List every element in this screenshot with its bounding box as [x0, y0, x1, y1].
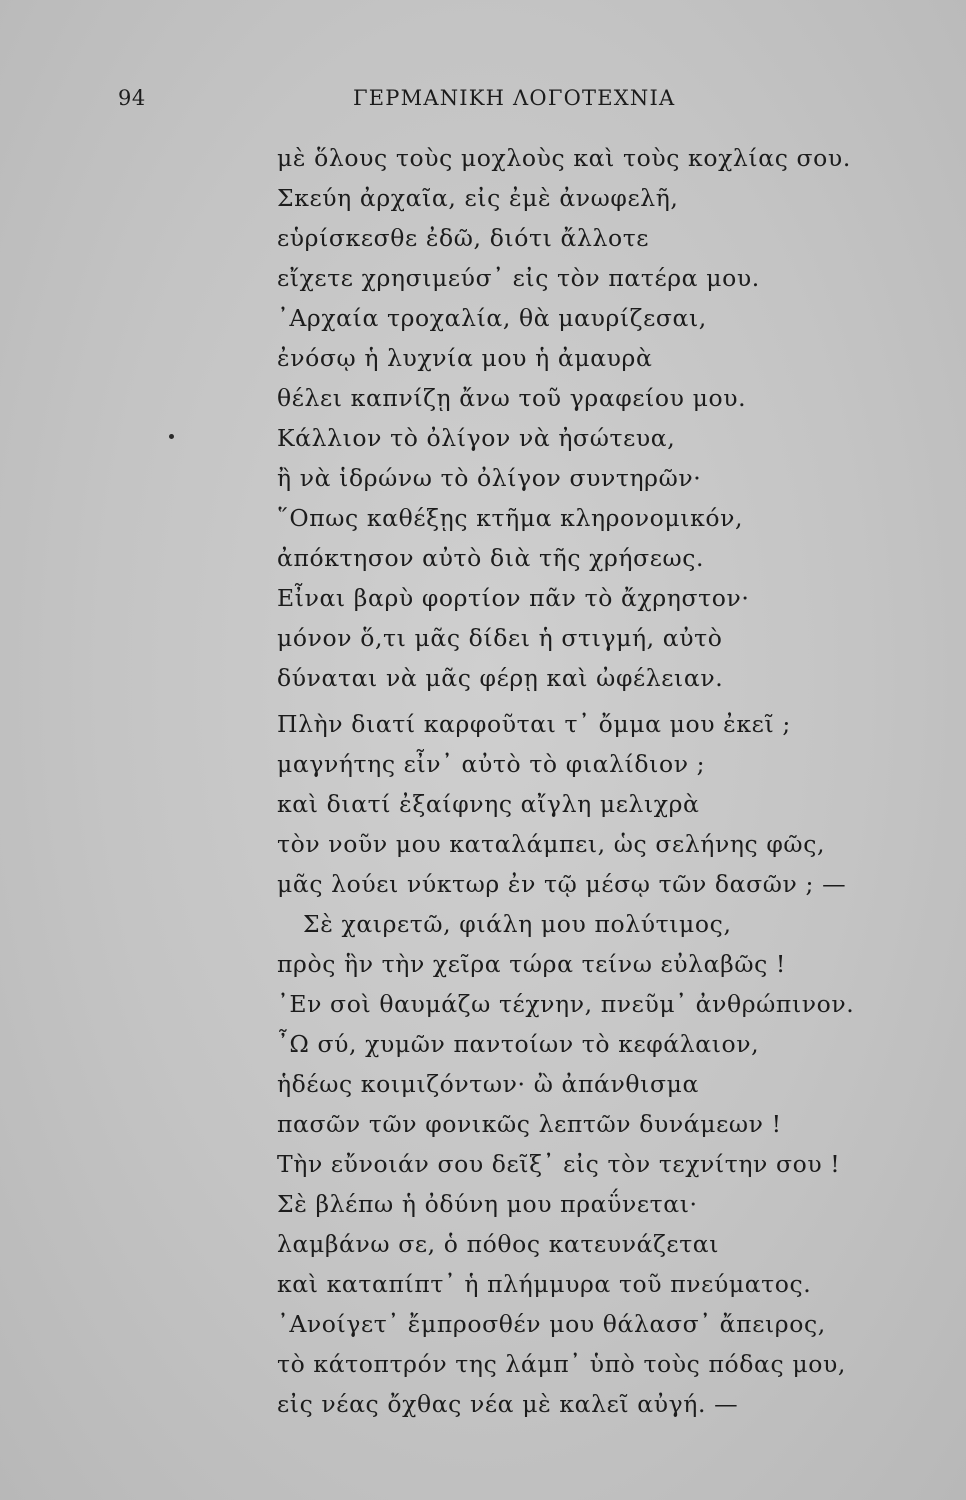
- margin-mark: [169, 434, 174, 439]
- verse-line: μαγνήτης εἶν᾽ αὐτὸ τὸ φιαλίδιον ;: [277, 750, 706, 778]
- verse-line: Εἶναι βαρὺ φορτίον πᾶν τὸ ἄχρηστον·: [277, 584, 750, 612]
- verse-line: εἰς νέας ὄχθας νέα μὲ καλεῖ αὐγή. —: [277, 1390, 739, 1418]
- verse-line: Σὲ βλέπω ἡ ὀδύνη μου πραΰνεται·: [277, 1190, 698, 1218]
- verse-line: καὶ καταπίπτ᾽ ἡ πλήμμυρα τοῦ πνεύματος.: [277, 1270, 812, 1298]
- verse-line: εὑρίσκεσθε ἐδῶ, διότι ἄλλοτε: [277, 224, 650, 252]
- verse-line: δύναται νὰ μᾶς φέρῃ καὶ ὠφέλειαν.: [277, 664, 724, 692]
- verse-line: εἴχετε χρησιμεύσ᾽ εἰς τὸν πατέρα μου.: [277, 264, 760, 292]
- verse-line: Τὴν εὔνοιάν σου δεῖξ᾽ εἰς τὸν τεχνίτην σου !: [277, 1150, 841, 1178]
- verse-line: Πλὴν διατί καρφοῦται τ᾽ ὄμμα μου ἐκεῖ ;: [277, 710, 791, 738]
- verse-line: μόνον ὅ,τι μᾶς δίδει ἡ στιγμή, αὐτὸ: [277, 624, 723, 652]
- verse-line: ῏Ω σύ, χυμῶν παντοίων τὸ κεφάλαιον,: [277, 1030, 760, 1058]
- verse-line: θέλει καπνίζῃ ἄνω τοῦ γραφείου μου.: [277, 384, 747, 412]
- running-title: ΓΕΡΜΑΝΙΚΗ ΛΟΓΟΤΕΧΝΙΑ: [353, 86, 676, 110]
- verse-line: ἢ νὰ ἱδρώνω τὸ ὀλίγον συντηρῶν·: [277, 464, 702, 492]
- verse-line: ἐνόσῳ ἡ λυχνία μου ἡ ἀμαυρὰ: [277, 344, 653, 372]
- verse-line: Σὲ χαιρετῶ, φιάλη μου πολύτιμος,: [303, 910, 732, 938]
- verse-line: μᾶς λούει νύκτωρ ἐν τῷ μέσῳ τῶν δασῶν ; —: [277, 870, 847, 898]
- verse-line: ἀπόκτησον αὐτὸ διὰ τῆς χρήσεως.: [277, 544, 705, 572]
- verse-line: ᾿Εν σοὶ θαυμάζω τέχνην, πνεῦμ᾽ ἀνθρώπινον.: [277, 990, 855, 1018]
- verse-line: ἡδέως κοιμιζόντων· ὢ ἀπάνθισμα: [277, 1070, 699, 1098]
- verse-line: τὸ κάτοπτρόν της λάμπ᾽ ὑπὸ τοὺς πόδας μου,: [277, 1350, 846, 1378]
- verse-line: ᾿Ανοίγετ᾽ ἔμπροσθέν μου θάλασσ᾽ ἄπειρος,: [277, 1310, 826, 1338]
- verse-line: ᾿Αρχαία τροχαλία, θὰ μαυρίζεσαι,: [277, 304, 707, 332]
- verse-line: Κάλλιον τὸ ὀλίγον νὰ ἠσώτευα,: [277, 424, 676, 452]
- verse-line: τὸν νοῦν μου καταλάμπει, ὡς σελήνης φῶς,: [277, 830, 826, 858]
- page-number: 94: [118, 86, 146, 110]
- verse-line: ῞Οπως καθέξῃς κτῆμα κληρονομικόν,: [277, 504, 744, 532]
- verse-line: μὲ ὅλους τοὺς μοχλοὺς καὶ τοὺς κοχλίας σου.: [277, 144, 851, 172]
- verse-line: πασῶν τῶν φονικῶς λεπτῶν δυνάμεων !: [277, 1110, 782, 1138]
- verse-line: πρὸς ἣν τὴν χεῖρα τώρα τείνω εὐλαβῶς !: [277, 950, 786, 978]
- verse-line: λαμβάνω σε, ὁ πόθος κατευνάζεται: [277, 1230, 720, 1258]
- verse-line: καὶ διατί ἐξαίφνης αἴγλη μελιχρὰ: [277, 790, 700, 818]
- verse-line: Σκεύη ἀρχαῖα, εἰς ἐμὲ ἀνωφελῆ,: [277, 184, 679, 212]
- page-header: [0, 86, 966, 126]
